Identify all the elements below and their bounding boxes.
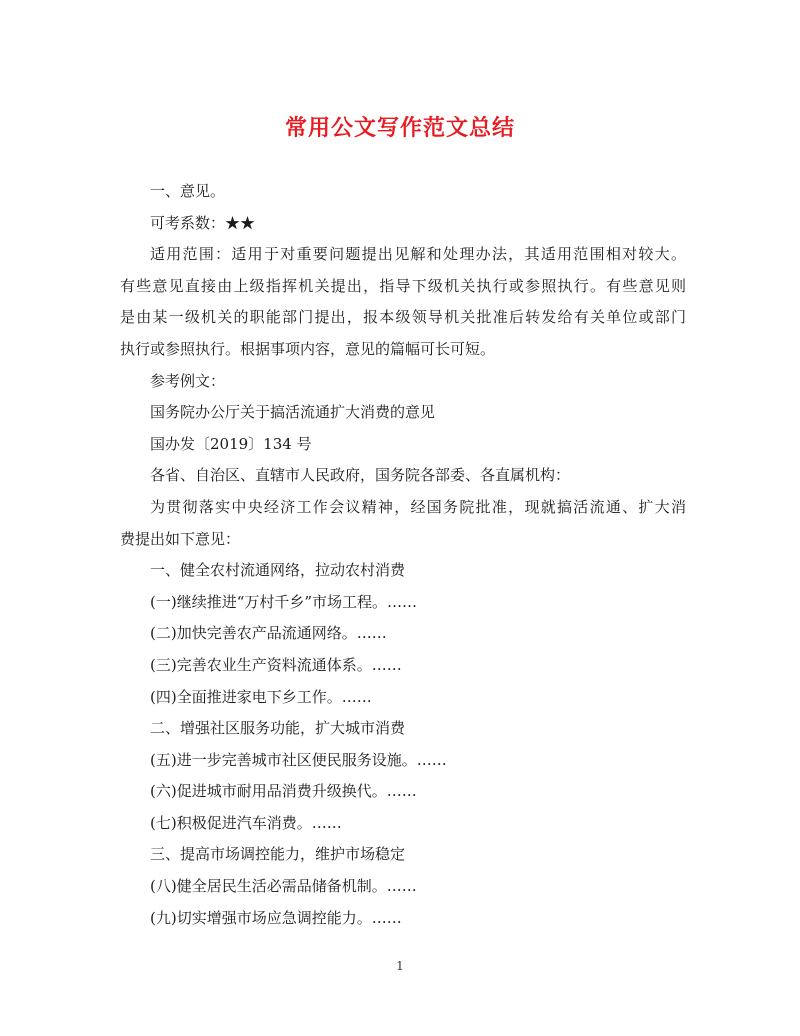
document-title: 常用公文写作范文总结	[284, 115, 515, 141]
reference-label: 参考例文：	[150, 371, 226, 390]
outline-item: (六)促进城市耐用品消费升级换代。……	[150, 782, 417, 801]
outline-item: (七)积极促进汽车消费。……	[150, 813, 342, 832]
outline-heading: 一、健全农村流通网络，拉动农村消费	[150, 561, 406, 580]
outline-heading: 三、提高市场调控能力，维护市场稳定	[150, 845, 406, 864]
exam-rating: 可考系数：★★	[150, 213, 256, 232]
document-number: 国办发〔2019〕134 号	[150, 434, 312, 453]
example-title: 国务院办公厅关于搞活流通扩大消费的意见	[150, 403, 436, 422]
paragraph-line: 执行或参照执行。根据事项内容，意见的篇幅可长可短。	[120, 339, 496, 358]
outline-item: (八)健全居民生活必需品储备机制。……	[150, 877, 417, 896]
outline-item: (五)进一步完善城市社区便民服务设施。……	[150, 750, 447, 769]
document-body	[120, 176, 686, 934]
outline-item: (九)切实增强市场应急调控能力。……	[150, 908, 402, 927]
section-heading: 一、意见。	[150, 182, 226, 200]
outline-item: (三)完善农业生产资料流通体系。……	[150, 655, 402, 674]
recipients: 各省、自治区、直辖市人民政府，国务院各部委、各直属机构：	[150, 466, 571, 485]
paragraph-line: 适用范围：适用于对重要问题提出见解和处理办法，其适用范围相对较大。	[150, 245, 686, 264]
outline-heading: 二、增强社区服务功能，扩大城市消费	[150, 719, 406, 738]
page-number: 1	[396, 959, 404, 973]
outline-item: (二)加快完善农产品流通网络。……	[150, 624, 387, 643]
paragraph-line: 是由某一级机关的职能部门提出，报本级领导机关批准后转发给有关单位或部门	[120, 308, 686, 327]
outline-item: (四)全面推进家电下乡工作。……	[150, 687, 372, 706]
outline-item: (一)继续推进“万村千乡”市场工程。……	[150, 592, 418, 611]
paragraph-line: 费提出如下意见：	[120, 529, 241, 548]
paragraph-line: 为贯彻落实中央经济工作会议精神，经国务院批准，现就搞活流通、扩大消	[150, 497, 686, 516]
paragraph-line: 有些意见直接由上级指挥机关提出，指导下级机关执行或参照执行。有些意见则	[120, 276, 686, 295]
